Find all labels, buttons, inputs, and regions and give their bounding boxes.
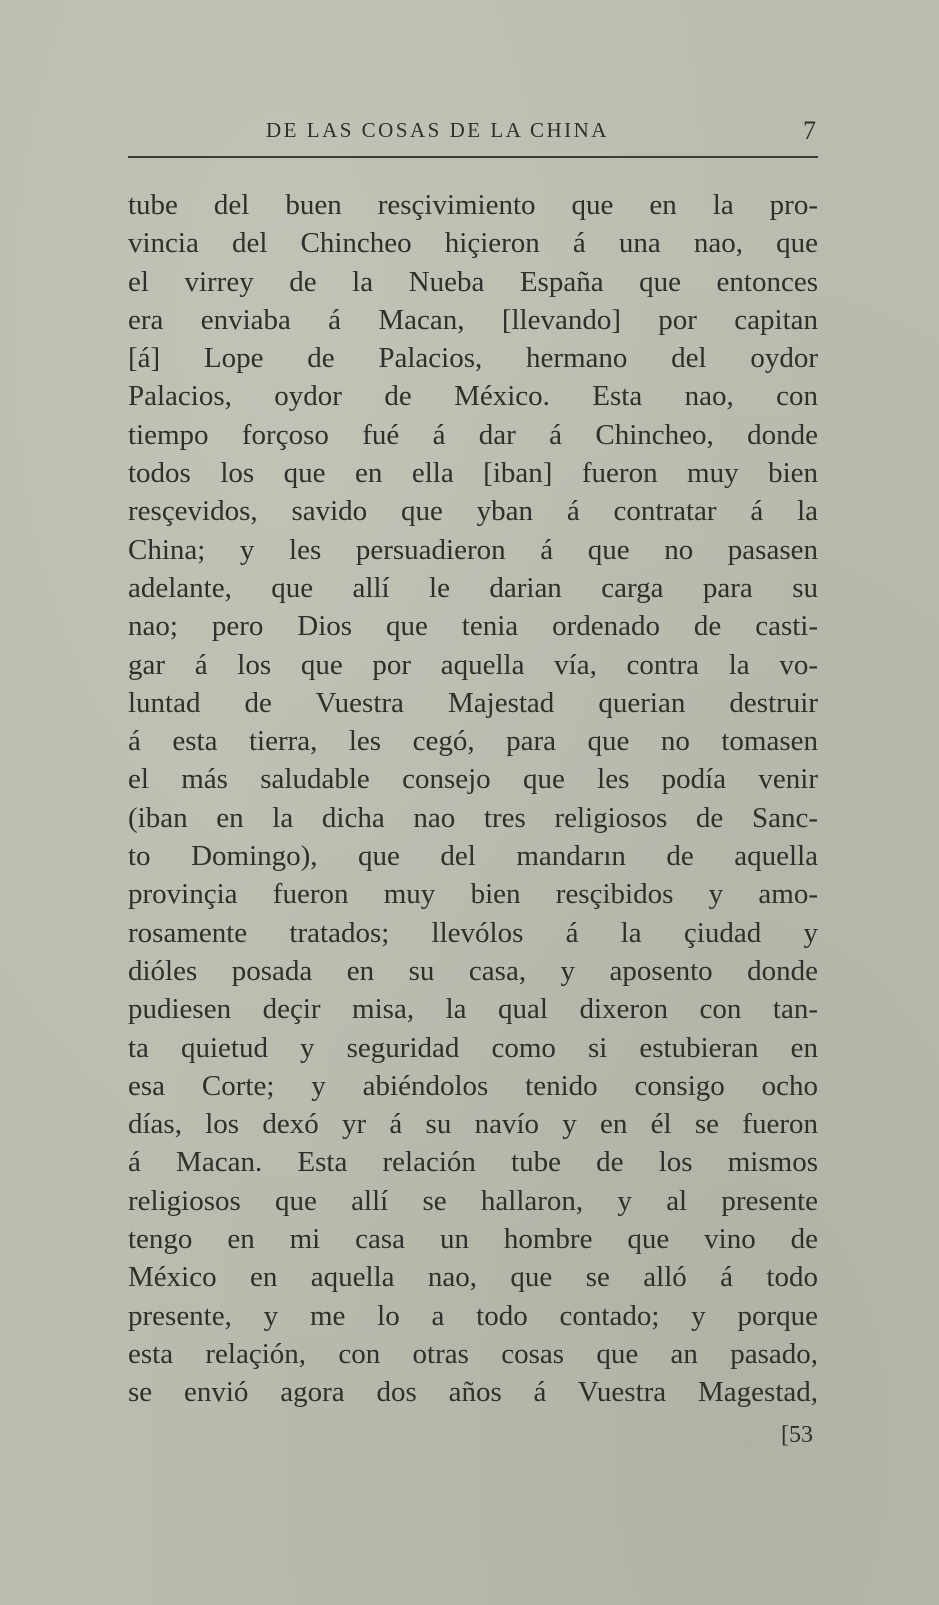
- text-line: ta quietud y seguridad como si estubieran en: [128, 1031, 818, 1064]
- text-line: [á] Lope de Palacios, hermano del oydor: [128, 342, 818, 375]
- text-line: esa Corte; y abiéndolos tenido consigo ocho: [128, 1069, 818, 1102]
- signature-mark: [53: [781, 1422, 813, 1448]
- text-line: á Macan. Esta relación tube de los mismos: [128, 1146, 818, 1179]
- text-line: resçevidos, savido que yban á contratar á la: [128, 495, 818, 528]
- text-line: tube del buen resçivimiento que en la pro-: [128, 189, 818, 221]
- text-line: religiosos que allí se hallaron, y al presente: [128, 1184, 818, 1217]
- text-line: provinçia fueron muy bien resçibidos y amo-: [128, 878, 818, 911]
- text-line: México en aquella nao, que se alló á todo: [128, 1261, 818, 1294]
- text-line: nao; pero Dios que tenia ordenado de casti-: [128, 610, 818, 643]
- text-line: luntad de Vuestra Majestad querian destruir: [128, 686, 818, 719]
- text-line: rosamente tratados; llevólos á la çiudad y: [128, 916, 818, 949]
- running-header: [128, 116, 818, 158]
- text-line: todos los que en ella [iban] fueron muy bien: [128, 457, 818, 490]
- text-line: adelante, que allí le darian carga para su: [128, 571, 818, 604]
- text-line: presente, y me lo a todo contado; y porque: [128, 1299, 818, 1332]
- text-line: se envió agora dos años á Vuestra Magestad,: [128, 1376, 818, 1409]
- text-line: tiempo forçoso fué á dar á Chincheo, donde: [128, 418, 818, 451]
- text-line: el más saludable consejo que les podía venir: [128, 763, 818, 796]
- text-line: Palacios, oydor de México. Esta nao, con: [128, 380, 818, 413]
- page-number: 7: [803, 116, 816, 145]
- text-line: era enviaba á Macan, [llevando] por capitan: [128, 303, 818, 336]
- text-line: á esta tierra, les cegó, para que no tomasen: [128, 725, 818, 758]
- text-line: (iban en la dicha nao tres religiosos de Sanc-: [128, 801, 818, 834]
- text-line: gar á los que por aquella vía, contra la vo-: [128, 648, 818, 681]
- text-line: China; y les persuadieron á que no pasasen: [128, 533, 818, 566]
- text-line: el virrey de la Nueba España que entonces: [128, 265, 818, 298]
- running-title: DE LAS COSAS DE LA CHINA: [266, 118, 609, 142]
- text-line: to Domingo), que del mandarın de aquella: [128, 840, 818, 873]
- text-line: vincia del Chincheo hiçieron á una nao, que: [128, 227, 818, 260]
- text-line: días, los dexó yr á su navío y en él se fueron: [128, 1108, 818, 1141]
- body-text: [128, 186, 818, 1412]
- text-line: esta relaçión, con otras cosas que an pasado,: [128, 1337, 818, 1370]
- text-line: pudiesen deçir misa, la qual dixeron con tan-: [128, 993, 818, 1026]
- text-line: tengo en mi casa un hombre que vino de: [128, 1223, 818, 1256]
- text-line: dióles posada en su casa, y aposento donde: [128, 954, 818, 987]
